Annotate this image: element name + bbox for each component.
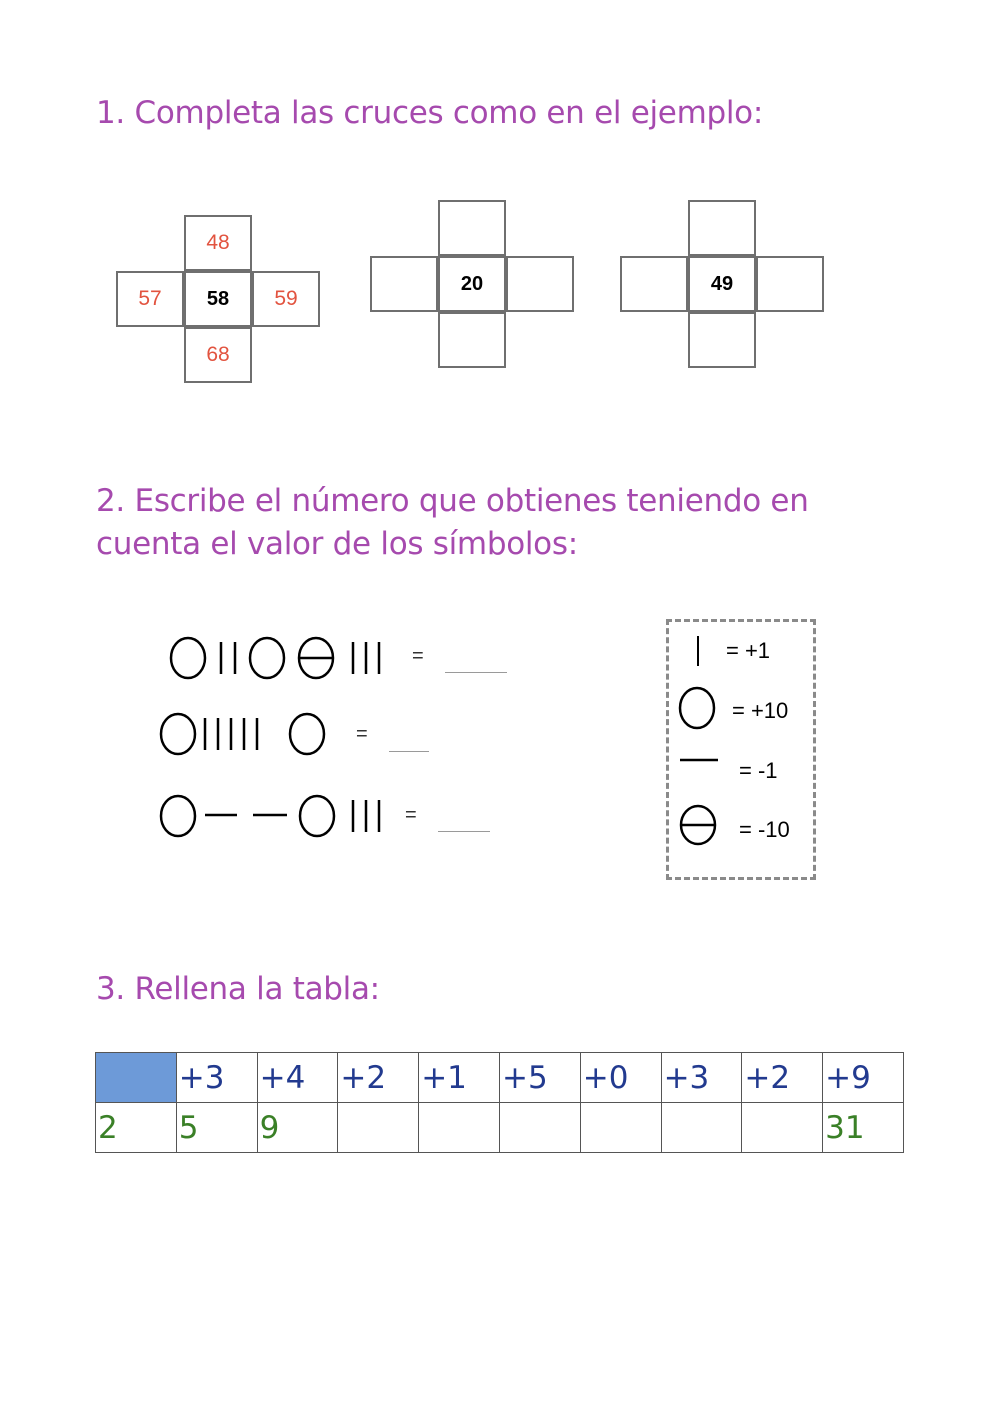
equals-sign: =	[405, 804, 417, 826]
answer-input-1[interactable]	[445, 646, 507, 673]
answer-input-2[interactable]	[389, 725, 429, 752]
cross-cell-bottom: 68	[184, 327, 252, 383]
circle-icon	[300, 796, 334, 836]
legend-value-crossed-circle: = -10	[739, 817, 790, 842]
result-cell-empty[interactable]	[338, 1103, 419, 1153]
operator-cell: +4	[257, 1053, 338, 1103]
equals-sign: =	[412, 645, 424, 667]
result-cell-empty[interactable]	[419, 1103, 500, 1153]
addition-table	[95, 1052, 904, 1153]
cross-exercise-20	[370, 200, 574, 368]
cross-cell-right[interactable]	[506, 256, 574, 312]
results-row	[96, 1103, 904, 1153]
operator-cell: +0	[580, 1053, 661, 1103]
result-cell: 5	[176, 1103, 257, 1153]
operator-cell: +1	[419, 1053, 500, 1103]
operator-cell: +2	[338, 1053, 419, 1103]
operator-cell: +2	[742, 1053, 823, 1103]
cross-cell-center: 49	[688, 256, 756, 312]
circle-icon	[161, 714, 195, 754]
symbol-row-1	[160, 630, 400, 686]
result-input[interactable]	[583, 1106, 655, 1150]
result-input[interactable]	[664, 1106, 736, 1150]
result-input[interactable]	[744, 1106, 816, 1150]
answer-input-3[interactable]	[438, 805, 490, 832]
crossed-circle-icon	[677, 802, 721, 848]
circle-icon	[171, 638, 205, 678]
cross-cell-top[interactable]	[688, 200, 756, 256]
symbol-legend	[666, 619, 816, 880]
result-cell: 31	[823, 1103, 904, 1153]
circle-icon	[161, 796, 195, 836]
cross-cell-left: 57	[116, 271, 184, 327]
circle-icon	[675, 684, 719, 732]
cross-exercise-49	[620, 200, 824, 368]
section-2-title: 2. Escribe el número que obtienes teniendo en cuenta el valor de los símbolos:	[96, 483, 809, 562]
legend-value-circle: = +10	[732, 698, 789, 723]
stick-icon	[689, 632, 709, 672]
cross-input-right[interactable]	[510, 262, 570, 306]
cross-cell-left[interactable]	[370, 256, 438, 312]
result-input[interactable]	[502, 1106, 574, 1150]
cross-input-bottom[interactable]	[442, 318, 502, 362]
cross-cell-left[interactable]	[620, 256, 688, 312]
operator-cell: +5	[499, 1053, 580, 1103]
result-input[interactable]	[340, 1106, 412, 1150]
dash-icon	[677, 750, 721, 770]
cross-cell-center: 58	[184, 271, 252, 327]
result-cell-empty[interactable]	[580, 1103, 661, 1153]
operator-cell: +3	[661, 1053, 742, 1103]
result-cell-empty[interactable]	[742, 1103, 823, 1153]
cross-input-top[interactable]	[442, 206, 502, 250]
symbol-row-2	[155, 708, 345, 764]
corner-cell	[96, 1053, 177, 1103]
symbol-row-3	[155, 788, 395, 844]
circle-icon	[250, 638, 284, 678]
result-cell: 2	[96, 1103, 177, 1153]
circle-icon	[290, 714, 324, 754]
example-cross	[116, 215, 320, 383]
cross-cell-bottom[interactable]	[438, 312, 506, 368]
cross-cell-right[interactable]	[756, 256, 824, 312]
result-input[interactable]	[421, 1106, 493, 1150]
operator-cell: +9	[823, 1053, 904, 1103]
cross-cell-bottom[interactable]	[688, 312, 756, 368]
cross-input-left[interactable]	[374, 262, 434, 306]
legend-value-dash: = -1	[739, 758, 778, 783]
cross-input-right[interactable]	[760, 262, 820, 306]
cross-input-top[interactable]	[692, 206, 752, 250]
operator-cell: +3	[176, 1053, 257, 1103]
legend-value-stick: = +1	[726, 638, 771, 663]
cross-cell-right: 59	[252, 271, 320, 327]
cross-cell-top[interactable]	[438, 200, 506, 256]
section-1-title: 1. Completa las cruces como en el ejemplo:	[96, 95, 763, 131]
cross-cell-top: 48	[184, 215, 252, 271]
operators-row	[96, 1053, 904, 1103]
section-3-title: 3. Rellena la tabla:	[96, 971, 380, 1007]
cross-input-left[interactable]	[624, 262, 684, 306]
result-cell: 9	[257, 1103, 338, 1153]
cross-input-bottom[interactable]	[692, 318, 752, 362]
result-cell-empty[interactable]	[499, 1103, 580, 1153]
cross-cell-center: 20	[438, 256, 506, 312]
equals-sign: =	[356, 723, 368, 745]
result-cell-empty[interactable]	[661, 1103, 742, 1153]
